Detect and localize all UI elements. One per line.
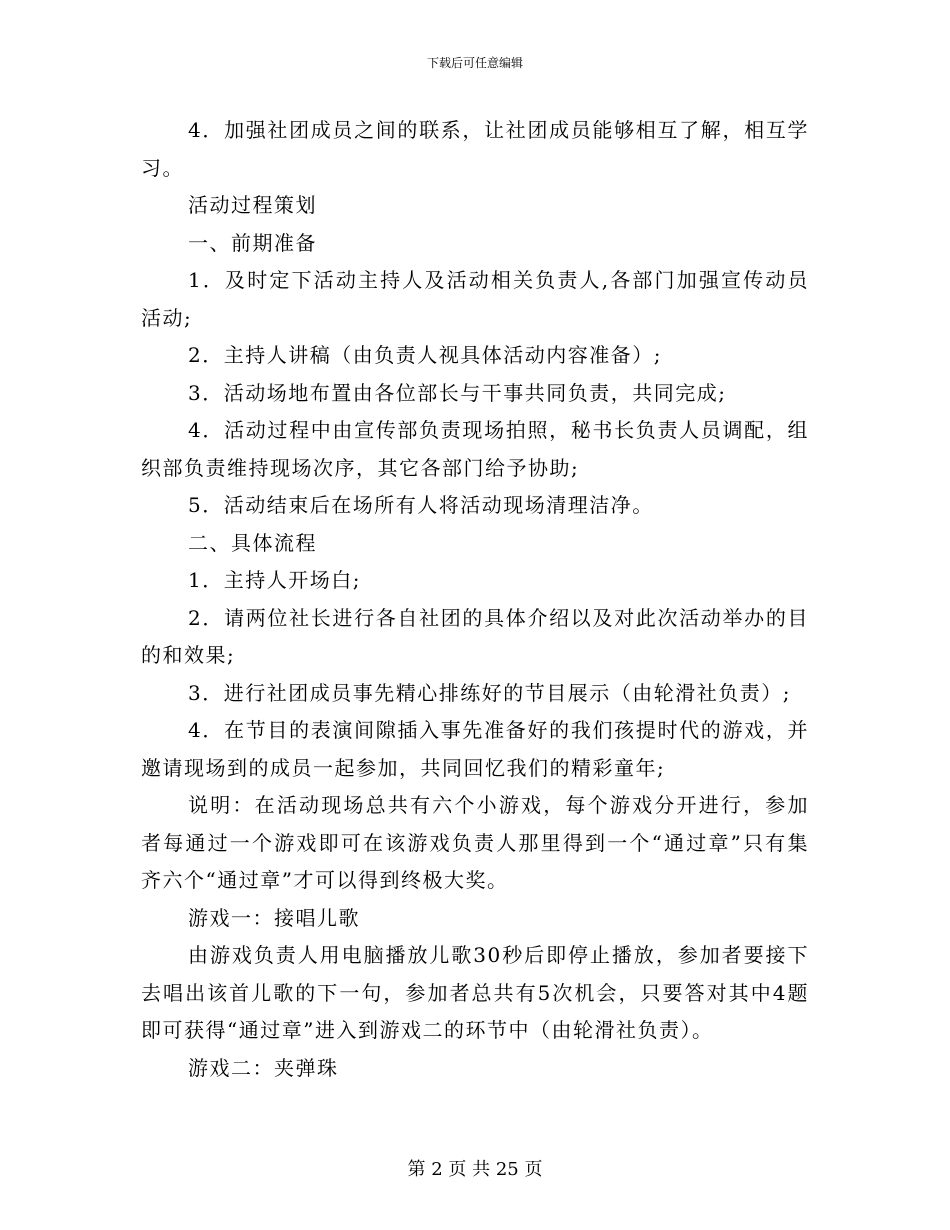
paragraph: 1．及时定下活动主持人及活动相关负责人,各部门加强宣传动员活动; [141,268,809,330]
page-header: 下载后可任意编辑 [426,56,523,70]
section-heading: 活动过程策划 [188,193,317,217]
paragraph: 4．加强社团成员之间的联系，让社团成员能够相互了解，相互学习。 [141,118,809,180]
game-heading: 游戏二：夹弹珠 [188,1055,339,1080]
paragraph: 由游戏负责人用电脑播放儿歌30秒后即停止播放，参加者要接下去唱出该首儿歌的下一句，参加者总共有5次机会，只要答对其中4题即可获得“通过章”进入到游戏二的环节中（由轮滑社负责）。 [141,943,809,1042]
paragraph: 5．活动结束后在场所有人将活动现场清理洁净。 [188,493,654,517]
paragraph: 2．主持人讲稿（由负责人视具体活动内容准备）; [188,343,662,367]
paragraph: 3．活动场地布置由各位部长与干事共同负责，共同完成; [188,380,727,405]
paragraph: 2．请两位社长进行各自社团的具体介绍以及对此次活动举办的目的和效果; [141,605,809,667]
section-heading: 一、前期准备 [188,230,317,255]
paragraph: 1．主持人开场白; [188,568,361,592]
section-heading: 二、具体流程 [188,530,317,555]
page-number-footer: 第 2 页 共 25 页 [407,1159,543,1180]
paragraph: 4．在节目的表演间隙插入事先准备好的我们孩提时代的游戏，并邀请现场到的成员一起参加，共同回忆我们的精彩童年; [141,718,809,780]
paragraph: 说明：在活动现场总共有六个小游戏，每个游戏分开进行，参加者每通过一个游戏即可在该游戏负责人那里得到一个“通过章”只有集齐六个“通过章”才可以得到终极大奖。 [141,793,809,892]
paragraph: 4．活动过程中由宣传部负责现场拍照，秘书长负责人员调配，组织部负责维持现场次序，其它各部门给予协助; [141,418,809,480]
paragraph: 3．进行社团成员事先精心排练好的节目展示（由轮滑社负责）; [188,680,791,705]
document-body [141,112,809,1087]
game-heading: 游戏一：接唱儿歌 [188,905,360,930]
